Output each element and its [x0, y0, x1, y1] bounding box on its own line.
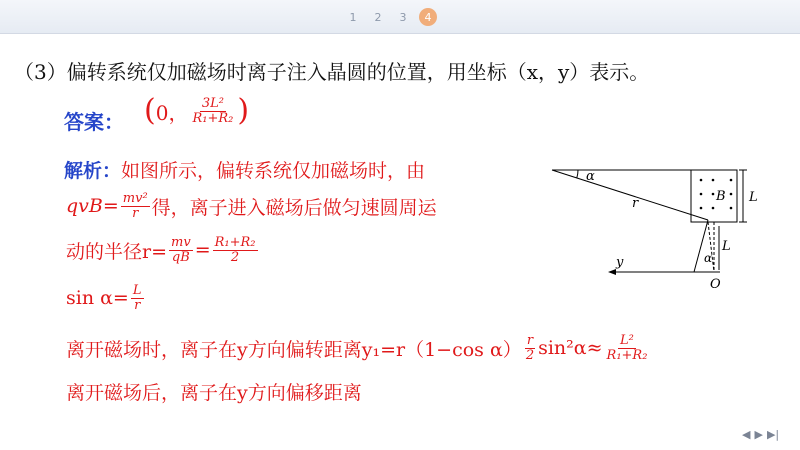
slide-nav	[742, 428, 779, 441]
sin-alpha-den: r	[134, 297, 141, 313]
answer-fraction-num: 3L²	[201, 95, 224, 111]
answer-expression	[144, 93, 250, 128]
r-label: r	[632, 196, 639, 211]
answer-fraction-den: R₁+R₂	[192, 110, 234, 126]
radius-fraction-1	[169, 236, 193, 264]
centripetal-fraction	[121, 192, 150, 220]
answer-first-coord: 0，	[155, 100, 189, 125]
alpha-lower-label: α	[704, 251, 713, 265]
last-slide-button[interactable]: ▶|	[766, 428, 780, 441]
lorentz-lhs: qvB=	[66, 195, 119, 218]
analysis-line-3	[66, 236, 260, 264]
radius-equals: =	[194, 239, 211, 262]
deflection-fraction	[605, 334, 650, 362]
top-bar	[0, 0, 800, 34]
sin-alpha-num: L	[132, 283, 142, 298]
B-label: B	[716, 189, 726, 204]
prev-slide-button[interactable]: ◀	[742, 428, 751, 441]
page-1-button[interactable]: 1	[349, 10, 357, 24]
radius-num-1: mv	[171, 235, 191, 250]
analysis-line-4	[66, 284, 146, 312]
analysis-line1-text: 如图所示，偏转系统仅加磁场时，由	[121, 160, 426, 182]
answer-open-paren: (	[144, 93, 156, 128]
offset-text: 离开磁场后，离子在y方向偏移距离	[66, 382, 362, 404]
answer-fraction	[190, 97, 235, 125]
centripetal-num: mv²	[122, 191, 148, 206]
centripetal-den: r	[132, 205, 139, 221]
radius-fraction-2	[213, 236, 258, 264]
half-r-num: r	[526, 333, 534, 348]
half-r-den: 2	[525, 347, 535, 363]
y-axis-arrow	[608, 269, 616, 275]
radius-text: 动的半径r=	[66, 240, 168, 263]
deflection-text: 离开磁场时，离子在y方向偏转距离y₁=r（1−cos α）	[66, 338, 522, 361]
analysis-line-6	[66, 378, 362, 405]
analysis-label: 解析：	[64, 160, 122, 182]
deflection-den: R₁+R₂	[606, 347, 648, 363]
physics-diagram	[548, 160, 768, 295]
next-slide-button[interactable]: ▶	[754, 428, 763, 441]
origin-label: O	[710, 277, 721, 292]
radius-den-2: 2	[230, 249, 240, 265]
sin-alpha-lhs: sin α=	[66, 287, 129, 310]
page-4-button[interactable]: 4	[419, 8, 437, 26]
magnetic-field-box	[691, 170, 737, 222]
approx-text: sin²α≈	[538, 337, 603, 360]
half-r-fraction	[524, 334, 536, 362]
page-3-button[interactable]: 3	[399, 10, 407, 24]
radius-num-2: R₁+R₂	[214, 235, 256, 250]
L-lower-label: L	[722, 239, 731, 254]
answer-close-paren: )	[237, 93, 250, 128]
sin-alpha-fraction	[131, 284, 144, 312]
alpha-top-label: α	[586, 169, 595, 184]
radius-line	[552, 170, 708, 220]
analysis-line2-rest: 得，离子进入磁场后做匀速圆周运	[151, 196, 437, 219]
L-right-label: L	[749, 190, 758, 205]
answer-label: 答案：	[64, 110, 124, 134]
alpha-top-arc	[577, 170, 578, 178]
analysis-line-1	[64, 156, 425, 183]
page-indicator	[344, 8, 437, 26]
y-axis-label: y	[616, 255, 624, 270]
radius-den-1: qB	[171, 249, 190, 265]
analysis-line-5	[66, 334, 651, 362]
analysis-line-2	[66, 192, 437, 220]
question-text: （3）偏转系统仅加磁场时离子注入晶圆的位置，用坐标（x，y）表示。	[14, 60, 650, 84]
deflection-num: L²	[620, 333, 634, 348]
page-2-button[interactable]: 2	[374, 10, 382, 24]
